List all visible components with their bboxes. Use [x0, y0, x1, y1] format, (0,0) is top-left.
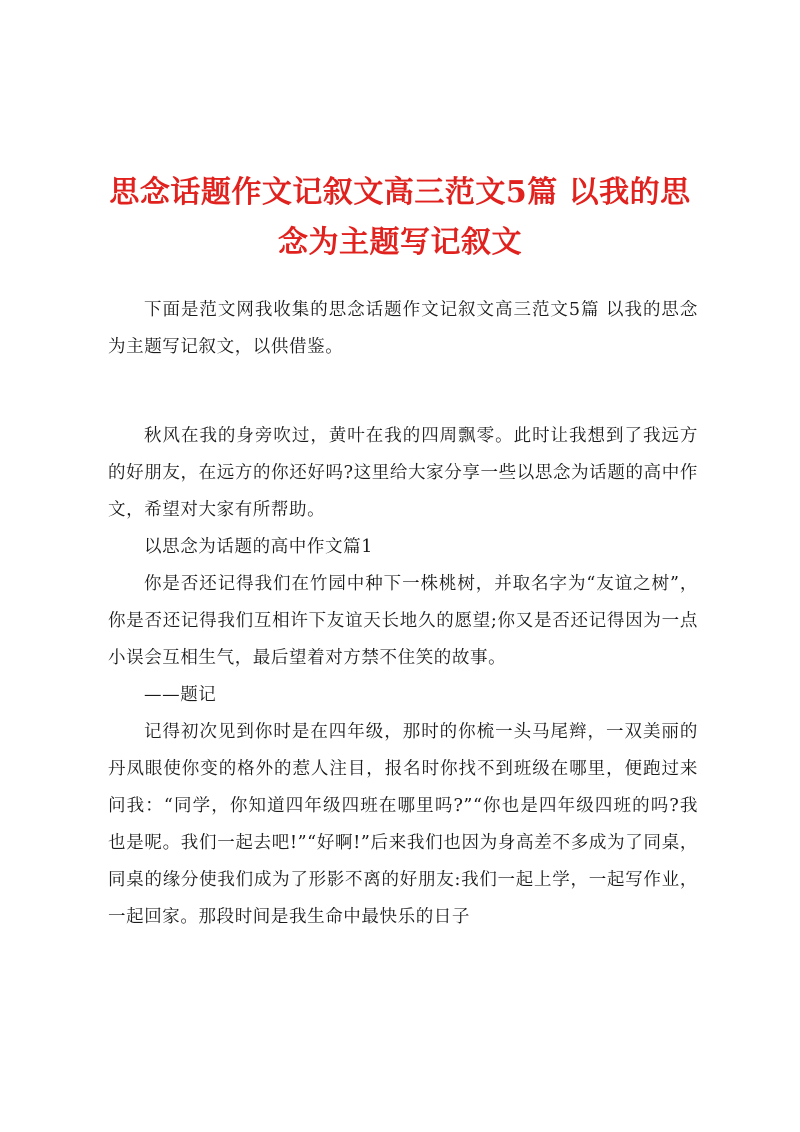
paragraph-story: 记得初次见到你时是在四年级，那时的你梳一头马尾辫，一双美丽的丹凤眼使你变的格外的惹人注目，报名时你找不到班级在哪里，便跑过来问我：“同学，你知道四年级四班在哪里吗?”“你也是四年级四班的吗?我也是呢。我们一起去吧!”“好啊!”后来我们也因为身高差不多成为了同桌，同桌的缘分使我们成为了形影不离的好朋友:我们一起上学，一起写作业，一起回家。那段时间是我生命中最快乐的日子 [108, 722, 698, 927]
intro-block [108, 292, 698, 366]
paragraph-epigraph: 你是否还记得我们在竹园中种下一株桃树，并取名字为“友谊之树”，你是否还记得我们互相许下友谊天长地久的愿望;你又是否还记得因为一点小误会互相生气，最后望着对方禁不住笑的故事。 [108, 574, 698, 668]
paragraph-opening: 秋风在我的身旁吹过，黄叶在我的四周飘零。此时让我想到了我远方的好朋友，在远方的你还好吗?这里给大家分享一些以思念为话题的高中作文，希望对大家有所帮助。 [108, 426, 698, 520]
section-heading: 以思念为话题的高中作文篇1 [144, 537, 373, 557]
article-body [108, 418, 698, 936]
intro-paragraph: 下面是范文网我收集的思念话题作文记叙文高三范文5篇 以我的思念为主题写记叙文，以供借鉴。 [108, 300, 698, 357]
epigraph-attribution: ——题记 [144, 685, 217, 705]
document-title: 思念话题作文记叙文高三范文5篇 以我的思念为主题写记叙文 [109, 175, 691, 260]
